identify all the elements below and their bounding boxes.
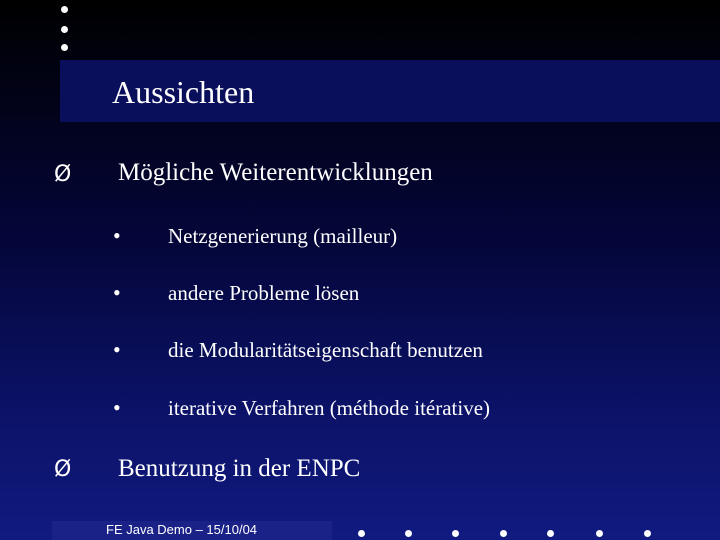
dot-icon xyxy=(61,44,68,51)
list-item: iterative Verfahren (méthode itérative) xyxy=(168,396,491,420)
list-item: andere Probleme lösen xyxy=(168,281,360,305)
arrow-bullet-icon: Ø xyxy=(54,162,72,187)
bullet-icon: • xyxy=(113,223,121,248)
list-item: Netzgenerierung (mailleur) xyxy=(168,224,398,248)
dot-icon xyxy=(500,530,507,537)
section-heading: Mögliche Weiterentwicklungen xyxy=(118,159,433,186)
arrow-bullet-icon: Ø xyxy=(54,457,72,482)
dot-icon xyxy=(596,530,603,537)
section-heading: Benutzung in der ENPC xyxy=(118,455,361,482)
bullet-icon: • xyxy=(113,337,121,362)
dot-icon xyxy=(644,530,651,537)
slide-title: Aussichten xyxy=(112,74,255,110)
dot-icon xyxy=(358,530,365,537)
dot-icon xyxy=(452,530,459,537)
bullet-icon: • xyxy=(113,280,121,305)
dot-icon xyxy=(405,530,412,537)
footer-text: FE Java Demo – 15/10/04 xyxy=(106,522,258,537)
decorative-dots-vertical xyxy=(61,6,71,56)
decorative-dots-horizontal xyxy=(350,526,710,538)
dot-icon xyxy=(547,530,554,537)
dot-icon xyxy=(61,26,68,33)
list-item: die Modularitätseigenschaft benutzen xyxy=(168,338,483,362)
bullet-icon: • xyxy=(113,395,121,420)
dot-icon xyxy=(61,6,68,13)
